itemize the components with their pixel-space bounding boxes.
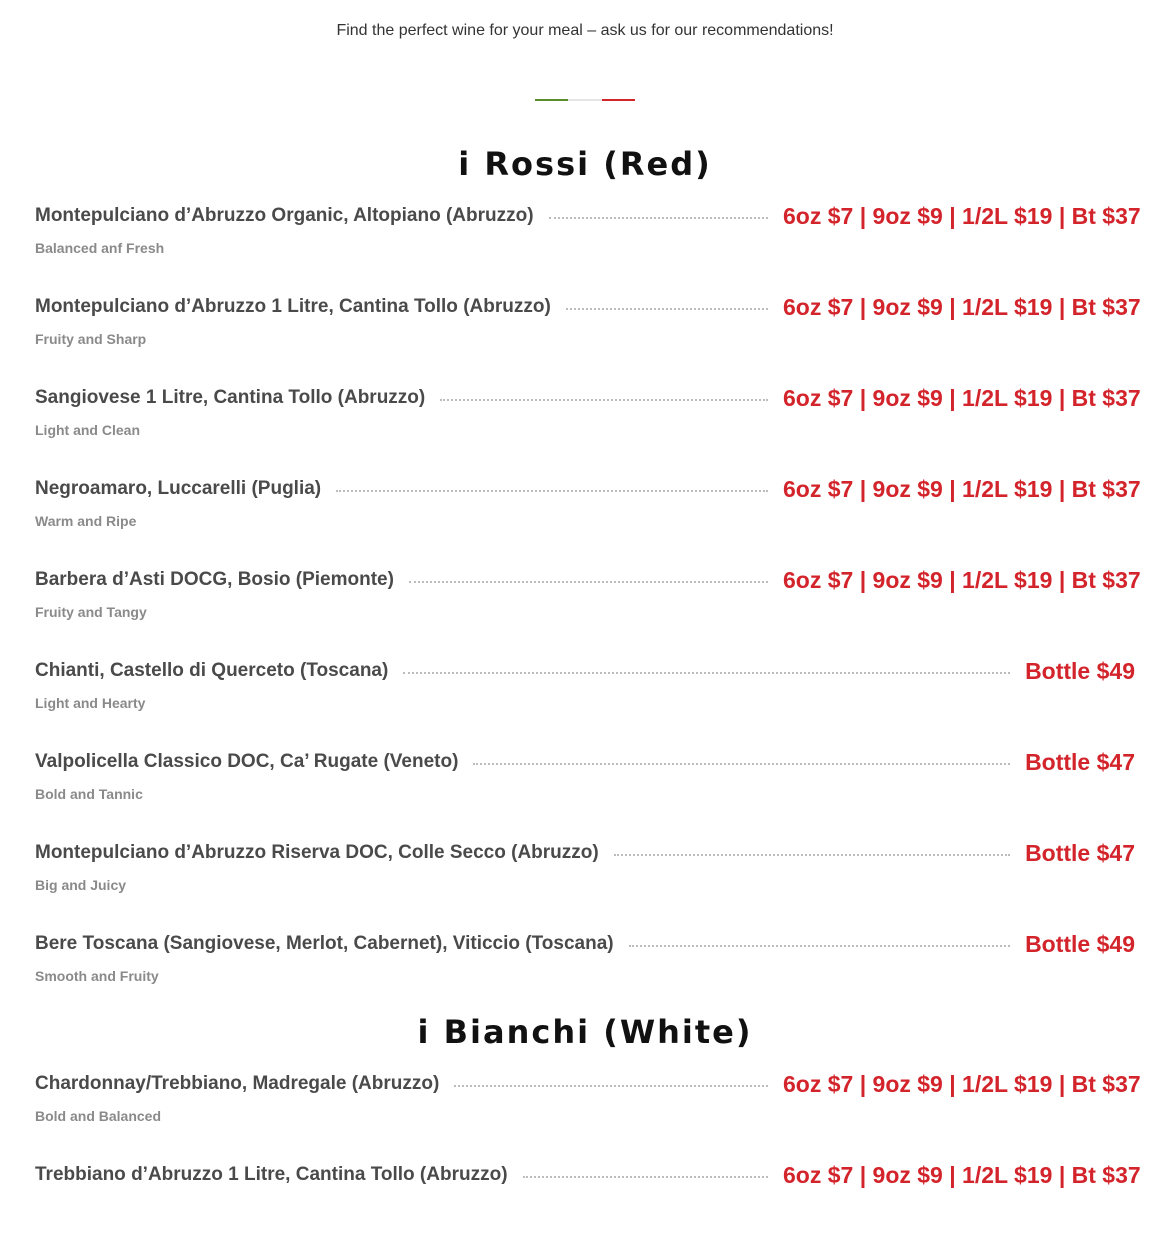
wine-description: Smooth and Fruity (35, 968, 159, 984)
wine-price: 6oz $7 | 9oz $9 | 1/2L $19 | Bt $37 (783, 202, 1141, 229)
dot-leader (629, 945, 1010, 947)
wine-price: 6oz $7 | 9oz $9 | 1/2L $19 | Bt $37 (783, 1070, 1141, 1097)
wine-description: Balanced anf Fresh (35, 240, 165, 256)
wine-name: Bere Toscana (Sangiovese, Merlot, Cabernet), Viticcio (Toscana) (35, 933, 614, 954)
wine-price: 6oz $7 | 9oz $9 | 1/2L $19 | Bt $37 (783, 1161, 1141, 1188)
wine-item (35, 1070, 1141, 1161)
dot-leader (336, 490, 768, 492)
dot-leader (403, 672, 1010, 674)
wine-description: Fruity and Sharp (35, 331, 147, 347)
white-wine-list (35, 1070, 1141, 1252)
wine-description: Bold and Balanced (35, 1108, 162, 1124)
wine-price: 6oz $7 | 9oz $9 | 1/2L $19 | Bt $37 (783, 293, 1141, 320)
dot-leader (566, 308, 768, 310)
wine-item (35, 1161, 1141, 1252)
wine-item (35, 566, 1141, 657)
wine-item (35, 839, 1135, 930)
dot-leader (614, 854, 1010, 856)
wine-name: Montepulciano d’Abruzzo Riserva DOC, Colle Secco (Abruzzo) (35, 842, 599, 863)
wine-price: Bottle $49 (1025, 657, 1135, 684)
wine-name: Barbera d’Asti DOCG, Bosio (Piemonte) (35, 569, 394, 590)
dot-leader (473, 763, 1010, 765)
wine-price: Bottle $47 (1025, 748, 1135, 775)
wine-price: 6oz $7 | 9oz $9 | 1/2L $19 | Bt $37 (783, 384, 1141, 411)
wine-description: Bold and Tannic (35, 786, 143, 802)
wine-item (35, 475, 1141, 566)
wine-description: Light and Hearty (35, 695, 146, 711)
divider-green (535, 99, 568, 101)
divider-red (602, 99, 635, 101)
wine-name: Montepulciano d’Abruzzo Organic, Altopiano (Abruzzo) (35, 205, 534, 226)
wine-price: Bottle $47 (1025, 839, 1135, 866)
wine-item (35, 384, 1141, 475)
wine-description: Big and Juicy (35, 877, 127, 893)
intro-text: Find the perfect wine for your meal – ask us for our recommendations! (336, 22, 834, 39)
dot-leader (440, 399, 768, 401)
wine-item (35, 293, 1141, 384)
red-wine-list (35, 202, 1141, 1021)
dot-leader (523, 1176, 768, 1178)
wine-name: Sangiovese 1 Litre, Cantina Tollo (Abruzzo) (35, 387, 426, 408)
wine-description: Warm and Ripe (35, 513, 137, 529)
wine-item (35, 202, 1141, 293)
wine-price: Bottle $49 (1025, 930, 1135, 957)
section-title-red: i Rossi (Red) (458, 145, 712, 183)
dot-leader (409, 581, 768, 583)
dot-leader (454, 1085, 768, 1087)
wine-description: Fruity and Tangy (35, 604, 147, 620)
wine-item (35, 748, 1135, 839)
wine-description: Light and Clean (35, 422, 140, 438)
tricolor-divider (535, 99, 635, 102)
wine-name: Negroamaro, Luccarelli (Puglia) (35, 478, 322, 499)
wine-item (35, 930, 1135, 1021)
divider-white (568, 99, 601, 101)
wine-price: 6oz $7 | 9oz $9 | 1/2L $19 | Bt $37 (783, 566, 1141, 593)
wine-name: Montepulciano d’Abruzzo 1 Litre, Cantina Tollo (Abruzzo) (35, 296, 551, 317)
wine-name: Trebbiano d’Abruzzo 1 Litre, Cantina Tollo (Abruzzo) (35, 1164, 508, 1185)
wine-name: Valpolicella Classico DOC, Ca’ Rugate (Veneto) (35, 751, 459, 772)
wine-name: Chianti, Castello di Querceto (Toscana) (35, 660, 389, 681)
section-title-white: i Bianchi (White) (417, 1013, 753, 1051)
wine-name: Chardonnay/Trebbiano, Madregale (Abruzzo) (35, 1073, 440, 1094)
wine-price: 6oz $7 | 9oz $9 | 1/2L $19 | Bt $37 (783, 475, 1141, 502)
dot-leader (549, 217, 768, 219)
wine-item (35, 657, 1135, 748)
